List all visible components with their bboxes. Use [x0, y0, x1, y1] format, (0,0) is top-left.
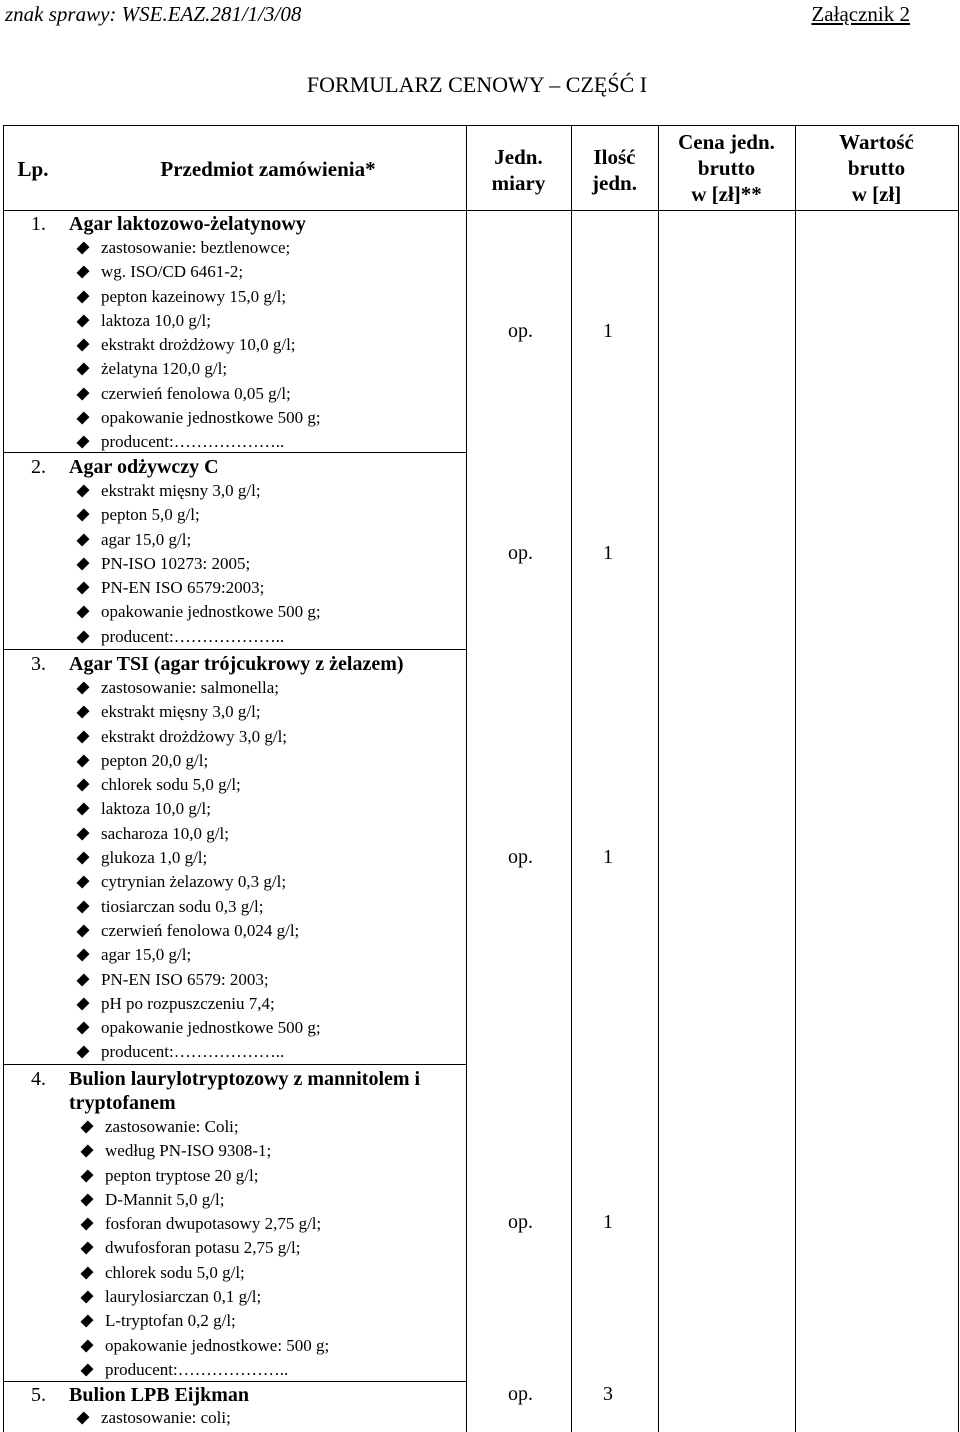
spec-item: producent:………………..: [79, 430, 321, 454]
table-row: [3, 1065, 959, 1381]
spec-item: opakowanie jednostkowe 500 g;: [79, 600, 321, 624]
spec-item: PN-ISO 10273: 2005;: [79, 552, 321, 576]
spec-item: L-tryptofan 0,2 g/l;: [83, 1309, 329, 1333]
spec-item: chlorek sodu 5,0 g/l;: [83, 1261, 329, 1285]
spec-item: opakowanie jednostkowe 500 g;: [79, 406, 321, 430]
header-unit: Jedn. miary: [491, 145, 546, 195]
attachment-label: Załącznik 2: [811, 2, 910, 26]
spec-item: ekstrakt mięsny 3,0 g/l;: [79, 700, 321, 724]
table-row: [3, 650, 959, 1064]
spec-item: agar 15,0 g/l;: [79, 943, 321, 967]
spec-item: PN-EN ISO 6579: 2003;: [79, 968, 321, 992]
unit-of-measure: op.: [508, 320, 533, 342]
item-title: Agar laktozowo-żelatynowy: [69, 213, 306, 235]
spec-item: ekstrakt drożdżowy 10,0 g/l;: [79, 333, 321, 357]
item-title: Bulion laurylotryptozowy z mannitolem i tryptofanem: [69, 1068, 421, 1114]
spec-item: agar 15,0 g/l;: [79, 528, 321, 552]
spec-list: [79, 479, 321, 649]
spec-item: tiosiarczan sodu 0,3 g/l;: [79, 895, 321, 919]
header-unit-price: Cena jedn. brutto w [zł]**: [678, 130, 775, 206]
spec-item: opakowanie jednostkowe 500 g;: [79, 1016, 321, 1040]
spec-item: czerwień fenolowa 0,05 g/l;: [79, 382, 321, 406]
spec-item: sacharoza 10,0 g/l;: [79, 822, 321, 846]
spec-item: według PN-ISO 9308-1;: [83, 1139, 329, 1163]
spec-item: pepton 5,0 g/l;: [79, 503, 321, 527]
spec-item: zastosowanie: salmonella;: [79, 676, 321, 700]
quantity: 1: [603, 542, 613, 564]
spec-item: laurylosiarczan 0,1 g/l;: [83, 1285, 329, 1309]
spec-item: pepton 20,0 g/l;: [79, 749, 321, 773]
item-title: Agar odżywczy C: [69, 456, 219, 478]
spec-item: czerwień fenolowa 0,024 g/l;: [79, 919, 321, 943]
spec-item: pepton kazeinowy 15,0 g/l;: [79, 285, 321, 309]
spec-item: glukoza 1,0 g/l;: [79, 846, 321, 870]
quantity: 3: [603, 1383, 613, 1405]
table-row: [3, 210, 959, 452]
spec-item: fosforan dwupotasowy 2,75 g/l;: [83, 1212, 329, 1236]
case-reference: znak sprawy: WSE.EAZ.281/1/3/08: [5, 2, 302, 26]
row-number: 2.: [31, 456, 46, 478]
spec-item: opakowanie jednostkowe: 500 g;: [83, 1334, 329, 1358]
spec-item: ekstrakt mięsny 3,0 g/l;: [79, 479, 321, 503]
row-number: 5.: [31, 1384, 46, 1406]
unit-of-measure: op.: [508, 1211, 533, 1233]
unit-of-measure: op.: [508, 542, 533, 564]
spec-item: wg. ISO/CD 6461-2;: [79, 260, 321, 284]
spec-item: zastosowanie: Coli;: [83, 1115, 329, 1139]
header-total-value: Wartość brutto w [zł]: [839, 130, 914, 206]
spec-list: [79, 1406, 231, 1430]
item-title: Agar TSI (agar trójcukrowy z żelazem): [69, 653, 404, 675]
spec-list: [83, 1115, 329, 1382]
spec-item: D-Mannit 5,0 g/l;: [83, 1188, 329, 1212]
row-number: 1.: [31, 213, 46, 235]
quantity: 1: [603, 846, 613, 868]
spec-item: producent:………………..: [83, 1358, 329, 1382]
spec-item: żelatyna 120,0 g/l;: [79, 357, 321, 381]
spec-item: pepton tryptose 20 g/l;: [83, 1164, 329, 1188]
spec-item: zastosowanie: coli;: [79, 1406, 231, 1430]
spec-item: producent:………………..: [79, 625, 321, 649]
spec-item: chlorek sodu 5,0 g/l;: [79, 773, 321, 797]
quantity: 1: [603, 320, 613, 342]
row-number: 4.: [31, 1068, 46, 1090]
spec-item: laktoza 10,0 g/l;: [79, 797, 321, 821]
item-title: Bulion LPB Eijkman: [69, 1384, 250, 1406]
spec-item: cytrynian żelazowy 0,3 g/l;: [79, 870, 321, 894]
spec-list: [79, 236, 321, 455]
price-table: [3, 125, 959, 1432]
table-row: [3, 1382, 959, 1432]
spec-item: pH po rozpuszczeniu 7,4;: [79, 992, 321, 1016]
table-row: [3, 453, 959, 649]
unit-of-measure: op.: [508, 846, 533, 868]
form-title: FORMULARZ CENOWY – CZĘŚĆ I: [306, 72, 648, 97]
spec-item: ekstrakt drożdżowy 3,0 g/l;: [79, 725, 321, 749]
spec-item: laktoza 10,0 g/l;: [79, 309, 321, 333]
spec-item: dwufosforan potasu 2,75 g/l;: [83, 1236, 329, 1260]
spec-item: producent:………………..: [79, 1040, 321, 1064]
header-quantity: Ilość jedn.: [592, 145, 637, 195]
row-number: 3.: [31, 653, 46, 675]
header-lp: Lp.: [17, 157, 49, 181]
spec-item: PN-EN ISO 6579:2003;: [79, 576, 321, 600]
spec-item: zastosowanie: beztlenowce;: [79, 236, 321, 260]
unit-of-measure: op.: [508, 1383, 533, 1405]
spec-list: [79, 676, 321, 1065]
header-subject: Przedmiot zamówienia*: [160, 157, 376, 181]
quantity: 1: [603, 1211, 613, 1233]
